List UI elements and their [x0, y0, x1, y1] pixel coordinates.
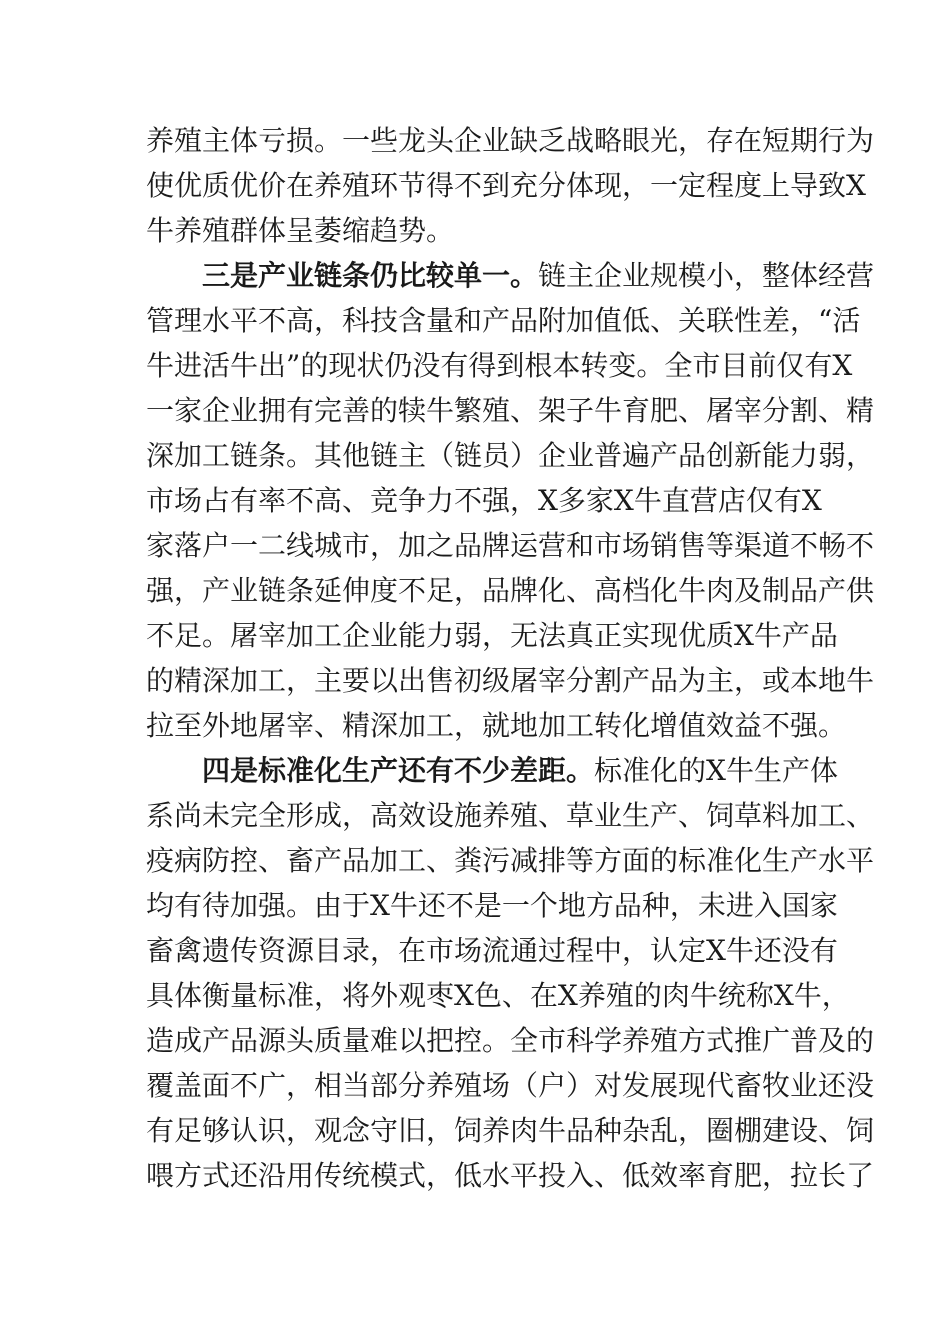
- paragraph-text: 标准化的X牛生产体: [594, 754, 838, 787]
- paragraph-heading: 三是产业链条仍比较单一。: [202, 259, 539, 292]
- paragraph-text: 链主企业规模小，整体经营: [538, 259, 875, 292]
- paragraph-line: 使优质优价在养殖环节得不到充分体现，一定程度上导致X: [146, 169, 866, 202]
- paragraph-line: 喂方式还沿用传统模式，低水平投入、低效率育肥，拉长了: [146, 1159, 875, 1192]
- paragraph-line: 深加工链条。其他链主（链员）企业普遍产品创新能力弱，: [146, 439, 875, 472]
- paragraph-line: 系尚未完全形成，高效设施养殖、草业生产、饲草料加工、: [146, 799, 875, 832]
- paragraph-line: 畜禽遗传资源目录，在市场流通过程中，认定X牛还没有: [146, 934, 838, 967]
- paragraph-line: 市场占有率不高、竞争力不强，X多家X牛直营店仅有X: [146, 484, 822, 517]
- paragraph-line: 有足够认识，观念守旧，饲养肉牛品种杂乱，圈棚建设、饲: [146, 1114, 875, 1147]
- paragraph-line: 牛养殖群体呈萎缩趋势。: [146, 214, 455, 247]
- paragraph-first-line: [146, 253, 875, 298]
- paragraph-line: 家落户一二线城市，加之品牌运营和市场销售等渠道不畅不: [146, 529, 875, 562]
- paragraph-line: 的精深加工，主要以出售初级屠宰分割产品为主，或本地牛: [146, 664, 875, 697]
- paragraph-line: 牛进活牛出”的现状仍没有得到根本转变。全市目前仅有X: [146, 349, 853, 382]
- paragraph-line: 一家企业拥有完善的犊牛繁殖、架子牛育肥、屠宰分割、精: [146, 394, 875, 427]
- paragraph-line: 具体衡量标准，将外观枣X色、在X养殖的肉牛统称X牛，: [146, 979, 850, 1012]
- paragraph-line: 养殖主体亏损。一些龙头企业缺乏战略眼光，存在短期行为: [146, 124, 875, 157]
- paragraph-line: 疫病防控、畜产品加工、粪污减排等方面的标准化生产水平: [146, 844, 875, 877]
- paragraph-line: 覆盖面不广，相当部分养殖场（户）对发展现代畜牧业还没: [146, 1069, 875, 1102]
- paragraph-line: 管理水平不高，科技含量和产品附加值低、关联性差，“活: [146, 304, 861, 337]
- paragraph-line: 均有待加强。由于X牛还不是一个地方品种，未进入国家: [146, 889, 838, 922]
- paragraph-line: 造成产品源头质量难以把控。全市科学养殖方式推广普及的: [146, 1024, 875, 1057]
- paragraph-heading: 四是标准化生产还有不少差距。: [202, 754, 595, 787]
- paragraph-line: 强，产业链条延伸度不足，品牌化、高档化牛肉及制品产供: [146, 574, 875, 607]
- document-body: [146, 118, 875, 1198]
- paragraph-line: 拉至外地屠宰、精深加工，就地加工转化增值效益不强。: [146, 709, 847, 742]
- paragraph-line: 不足。屠宰加工企业能力弱，无法真正实现优质X牛产品: [146, 619, 838, 652]
- paragraph-first-line: [146, 748, 838, 793]
